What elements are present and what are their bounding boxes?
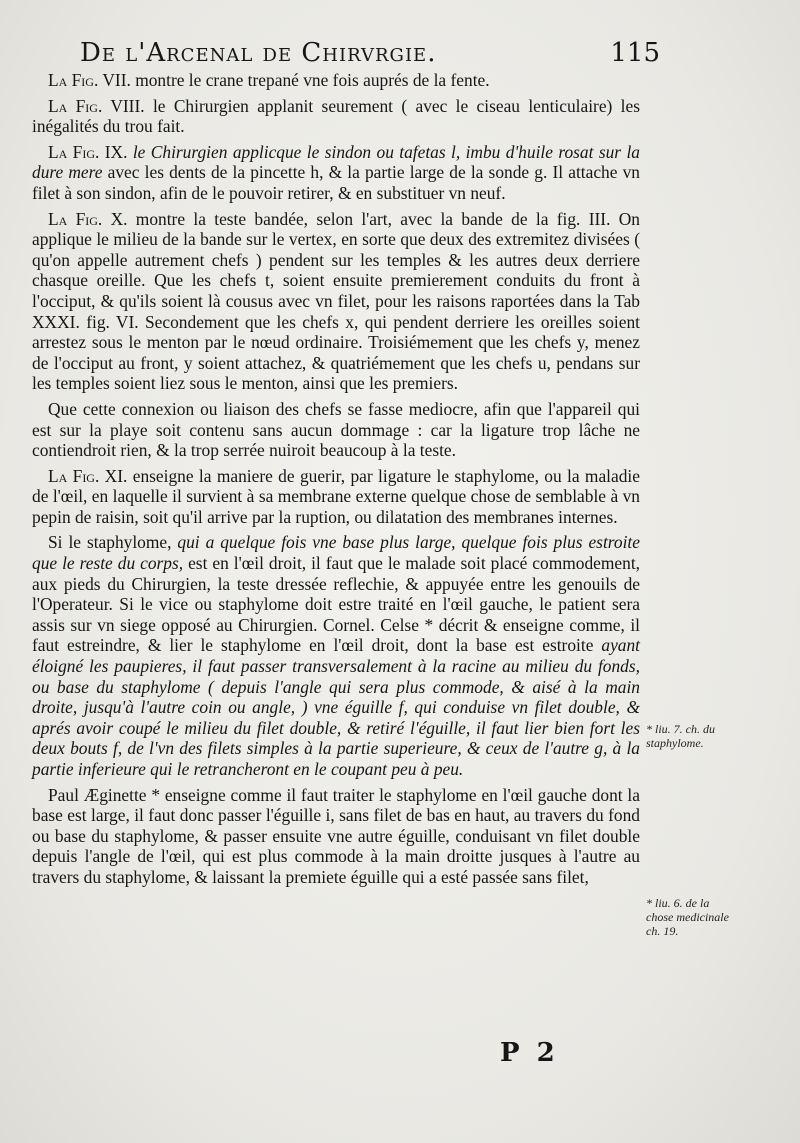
paragraph-fig7	[32, 70, 640, 91]
paragraph-segment: La Fig. VII.	[48, 70, 131, 90]
margin-note-paul: * liu. 6. de la chose medicinale ch. 19.	[646, 896, 729, 938]
paragraph-segment: est en l'œil droit, il faut que le malade soit placé commodement, aux pieds du Chirurgien, la teste dressée reflechie, & appuyée entre les genouils de l'Operateur. Si le vice ou staphylome doit estre traité en l'œil gauche, le patient sera assis sur vn siege opposé au Chirurgien. Cornel. Celse * décrit & enseigne comme, il faut estreindre, & lier le staphylome en l'œil droit, dont la base est estroite	[32, 553, 640, 656]
paragraph-paul	[32, 785, 640, 888]
paragraph-segment: ayant éloigné les paupieres, il faut passer transversalement à la racine au milieu du fonds, ou base du staphylome ( depuis l'angle qui sera plus commode, & aisé à la main droite, jusqu'à l'autre coin ou angle, ) vne éguille f, qui conduise vn filet double, & aprés avoir coupé le milieu du filet double, & retiré l'éguille, il faut lier bien fort les deux bouts f, de l'vn des filets simples à la partie superieure, & ceux de l'autre g, à la partie inferieure qui le retrancheront en le coupant peu à peu.	[32, 635, 641, 779]
paragraph-segment: le Chirurgien applanit seurement ( avec le ciseau lenticulaire) les inégalités du trou fait.	[32, 95, 640, 137]
paragraph-segment: La Fig. XI.	[48, 465, 128, 486]
page-header	[70, 30, 660, 70]
paragraph-fig9	[32, 142, 640, 204]
paragraph-connexion	[32, 399, 640, 461]
paragraph-segment: enseigne la maniere de guerir, par ligature le staphylome, ou la maladie de l'œil, en laquelle il survient à sa membrane externe quelque chose de semblable à vn pepin de raisin, soit qu'il arrive par la ruption, ou dilatation des membranes internes.	[32, 465, 640, 527]
paragraph-segment: Que cette connexion ou liaison des chefs se fasse mediocre, afin que l'appareil qui est sur la playe soit contenu sans aucun dommage : car la ligature trop lâche ne contiendroit rien, & la trop serrée nuiroit beaucoup à la teste.	[32, 398, 640, 461]
paragraph-segment: avec les dents de la pincette h, & la partie large de la sonde g. Il attache vn filet à son sindon, afin de le pouvoir retirer, & en substituer vn neuf.	[32, 162, 640, 203]
paragraph-segment: Si le staphylome,	[48, 532, 172, 553]
page-number: 115	[610, 38, 660, 68]
paragraph-segment: le Chirurgien applicque le sindon ou tafetas l, imbu d'huile rosat sur la dure mere	[32, 141, 640, 183]
paragraph-segment: montre le crane trepané vne fois auprés de la fente.	[130, 70, 490, 90]
running-title: De l'Arcenal de Chirvrgie.	[80, 38, 437, 68]
paragraph-segment: qui a quelque fois vne base plus large, quelque fois plus estroite que le reste du corps,	[32, 532, 640, 574]
paragraph-segment: Paul Æginette * enseigne comme il faut traiter le staphylome en l'œil gauche dont la base est large, il faut donc passer l'éguille i, sans filet de bas en haut, au travers du fond ou base du staphylome, & passer ensuite vne autre éguille, conduisant vn filet double depuis l'angle de l'œil, qui est plus commode à la main droitte jusques à l'autre au travers du staphylome, & laissant la premiete éguille qui a esté passée sans filet,	[32, 784, 640, 887]
paragraph-fig10	[32, 209, 640, 394]
margin-note-celse: * liu. 7. ch. du staphylome.	[646, 722, 715, 750]
paragraph-fig8	[32, 96, 640, 137]
paragraph-staphylome	[32, 532, 640, 779]
paragraph-segment: montre la teste bandée, selon l'art, avec la bande de la fig. III. On applique le milieu de la bande sur le vertex, en sorte que deux des extremitez divisées ( qu'on appelle autrement chefs ) pendent sur les temples & les autres deux derriere chasque oreille. Que les chefs t, soient ensuite premierement conduits du front à l'occiput, & qu'ils soient là cousus avec vn filet, pour les raisons raportées dans la Tab XXXI. fig. VI. Secondement que les chefs x, qui pendent derriere les oreilles soient arrestez sous le menton par le nœud ordinaire. Troisiémement que les chefs y, menez de l'occiput au front, y soient attachez, & quatriémement que les chefs u, pendans sur les temples soient liez sous le menton, ainsi que les premiers.	[32, 208, 640, 394]
paragraph-segment: La Fig. X.	[48, 208, 128, 229]
paragraph-fig11	[32, 466, 640, 528]
paragraph-segment: La Fig. VIII.	[48, 95, 145, 116]
text-body	[32, 70, 640, 893]
signature-mark: P 2	[500, 1038, 559, 1068]
paragraph-segment: La Fig. IX.	[48, 141, 128, 162]
